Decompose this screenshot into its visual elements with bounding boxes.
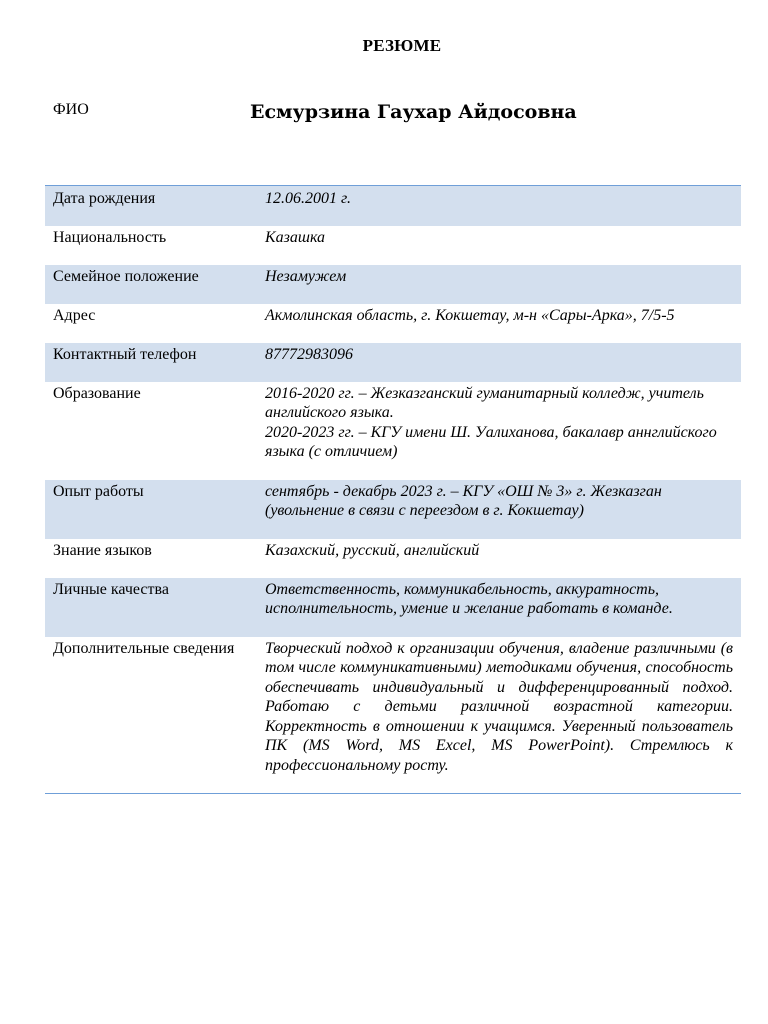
row-value (265, 265, 741, 304)
fio-label: ФИО (53, 101, 89, 118)
resume-info-table (45, 185, 741, 794)
document-title: РЕЗЮМЕ (362, 36, 442, 55)
row-value-line: Ответственность, коммуникабельность, аккуратность, исполнительность, умение и желание работать в команде. (265, 580, 673, 617)
row-value (265, 343, 741, 382)
row-label: Личные качества (45, 578, 265, 637)
row-value-line: 87772983096 (265, 345, 353, 363)
row-value-line: сентябрь - декабрь 2023 г. – КГУ «ОШ № 3» г. Жезказган (увольнение в связи с переездом в г. Кокшетау) (265, 482, 662, 519)
row-value (265, 186, 741, 226)
row-label: Знание языков (53, 541, 152, 559)
table-row-languages (45, 539, 741, 578)
table-row-work-experience (45, 480, 741, 539)
row-value (265, 226, 741, 265)
row-label: Контактный телефон (45, 343, 265, 382)
row-value-line: 2016-2020 гг. – Жезказганский гуманитарный колледж, учитель английского языка. (265, 384, 704, 421)
row-label: Семейное положение (45, 265, 265, 304)
table-row-additional-info (45, 637, 741, 794)
row-value (265, 480, 741, 539)
row-label: Адрес (53, 306, 96, 324)
row-value-line: Казахский, русский, английский (265, 541, 480, 559)
row-value (265, 578, 741, 637)
row-value-line: 12.06.2001 г. (265, 190, 352, 207)
row-label: Образование (53, 384, 141, 402)
row-label: Дополнительные сведения (53, 639, 235, 657)
row-value (265, 304, 741, 343)
row-label: Национальность (53, 228, 167, 246)
row-value-line: Акмолинская область, г. Кокшетау, м-н «Сары-Арка», 7/5-5 (265, 306, 675, 324)
row-value (265, 539, 741, 578)
row-value-line: Казашка (265, 228, 326, 246)
full-name: Есмурзина Гаухар Айдосовна (250, 101, 577, 123)
table-row-education (45, 382, 741, 480)
row-label: Опыт работы (45, 480, 265, 539)
table-row-phone (45, 343, 741, 382)
table-row-personal-qualities (45, 578, 741, 637)
row-value (265, 637, 741, 794)
row-value-line: 2020-2023 гг. – КГУ имени Ш. Уалиханова, бакалавр аннглийского языка (с отличием) (265, 423, 717, 460)
row-value (265, 382, 741, 480)
table-row-address (45, 304, 741, 343)
table-row-nationality (45, 226, 741, 265)
row-value-line: Незамужем (265, 267, 347, 285)
table-row-marital-status (45, 265, 741, 304)
table-row-birth-date (45, 186, 741, 226)
row-value-line: Творческий подход к организации обучения, владение различными (в том числе коммуникативными) методиками обучения, способность обеспечивать индивидуальный и дифференцированный подход. Работаю с детьми различной возрастной категории. Корректность в отношении к учащимся. Уверенный пользователь ПК (MS Word, MS Excel, MS PowerPoint). Стремлюсь к профессиональному росту. (265, 639, 733, 774)
row-label: Дата рождения (45, 186, 265, 226)
